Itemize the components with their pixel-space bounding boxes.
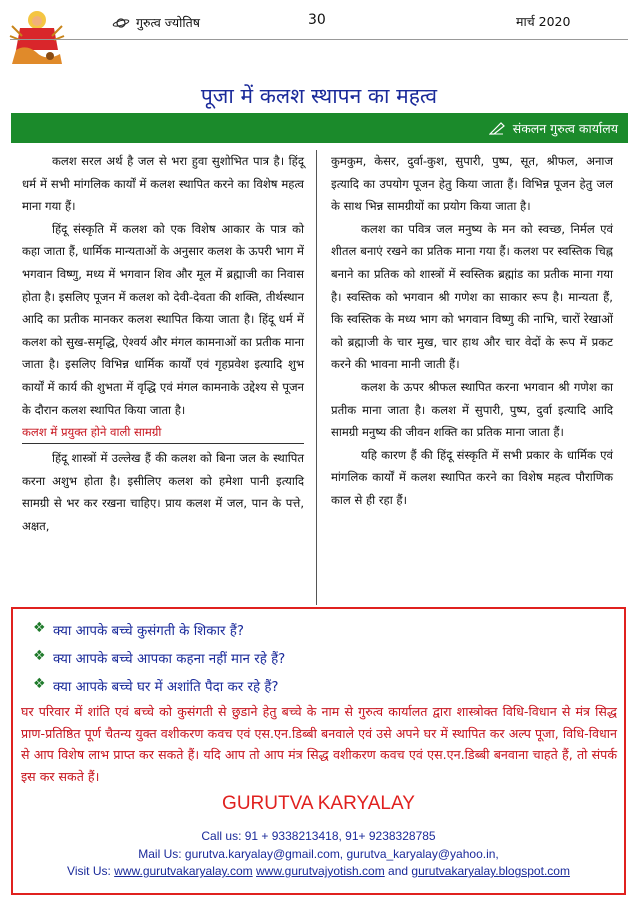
publication-name bbox=[112, 14, 200, 31]
brand-name: GURUTVA KARYALAY bbox=[222, 793, 415, 814]
left-column bbox=[22, 150, 304, 538]
publication-label: गुरुत्व ज्योतिष bbox=[136, 15, 200, 30]
issue-date: मार्च 2020 bbox=[516, 14, 571, 29]
ad-question bbox=[35, 677, 279, 695]
ad-question-text: क्या आपके बच्चे कुसंगती के शिकार हैं? bbox=[53, 624, 244, 639]
article-title: पूजा में कलश स्थापन का महत्व bbox=[200, 84, 438, 108]
paragraph: कलश सरल अर्थ है जल से भरा हुवा सुशोभित पात्र है। हिंदू धर्म में सभी मांगलिक कार्यों में कलश स्थापित करने का विशेष महत्व माना गया हैं। bbox=[22, 154, 304, 214]
page-header bbox=[0, 0, 638, 60]
visit-prefix: Visit Us: bbox=[67, 864, 115, 878]
bullet-diamond-icon bbox=[35, 681, 45, 691]
ad-question bbox=[35, 621, 244, 639]
ad-question-text: क्या आपके बच्चे आपका कहना नहीं मान रहे हैं? bbox=[53, 652, 286, 667]
right-column bbox=[331, 150, 613, 512]
website-link[interactable]: www.gurutvajyotish.com bbox=[256, 864, 385, 878]
page-number: 30 bbox=[308, 12, 326, 28]
paragraph: कलश का पवित्र जल मनुष्य के मन को स्वच्छ, निर्मल एवं शीतल बनाएं रखने का प्रतिक माना गया हैं। कलश पर स्वस्तिक चिह्न बनाने का प्रतिक को शास्त्रों में स्वस्तिक ब्रह्मांड का प्रतीक माना गया है। स्वस्तिक को भगवान श्री गणेश का साकार रूप है। मान्यता हैं, कि स्वस्तिक के मध्य भाग को भगवान विष्णु की नाभि, चारों रेखाओं को ब्रह्माजी के चार मुख, चार हाथ और चार वेदों के रूप में प्रकट करने की भावना मानी जाती हैं। bbox=[331, 221, 613, 372]
ad-question-text: क्या आपके बच्चे घर में अशांति पैदा कर रहे हैं? bbox=[53, 680, 279, 695]
bullet-diamond-icon bbox=[35, 625, 45, 635]
contact-websites bbox=[13, 864, 624, 878]
bullet-diamond-icon bbox=[35, 653, 45, 663]
byline-band bbox=[11, 113, 628, 143]
planet-icon bbox=[112, 17, 130, 29]
goddess-durga-logo bbox=[6, 6, 68, 66]
section-subheading: कलश में प्रयुक्त होने वाली सामग्री bbox=[22, 421, 304, 444]
header-rule bbox=[10, 39, 628, 40]
paragraph: कुमकुम, केसर, दुर्वा-कुश, सुपारी, पुष्प, सूत, श्रीफल, अनाज इत्यादि का उपयोग पूजन हेतु किया जाता हैं। विभिन्न पूजन हेतु जल के साथ भिन्न सामग्रीयों का प्रयोग किया जाता है। bbox=[331, 154, 613, 214]
and-text: and bbox=[384, 864, 412, 878]
ad-paragraph: घर परिवार में शांति एवं बच्चे को कुसंगती से छुडाने हेतु बच्चे के नाम से गुरुत्व कार्यालत द्वारा शास्त्रोक्त विधि-विधान से मंत्र सिद्ध प्राण-प्रतिष्ठित पूर्ण चैतन्य युक्त वशीकरण कवच एवं एस.एन.डिब्बी बनवाले एवं उसे अपने घर में स्थापित कर अल्प पूजा, विधि-विधान से आप विशेष लाभ प्राप्त कर सकते हैं। यदि आप तो आप मंत्र सिद्ध वशीकरण कवच एवं एस.एन.डिब्बी बनवाना चाहते हैं, तो संपर्क इस कर सकते हैं। bbox=[21, 704, 617, 784]
contact-mail: Mail Us: gurutva.karyalay@gmail.com, gurutva_karyalay@yahoo.in, bbox=[138, 847, 499, 861]
byline: संकलन गुरुत्व कार्यालय bbox=[512, 120, 618, 136]
paragraph: यहि कारण हैं की हिंदू संस्कृति में सभी प्रकार के धार्मिक एवं मांगलिक कार्यों में कलश स्थापित करने का विशेष महत्व पौराणिक काल से ही रहा हैं। bbox=[331, 447, 613, 507]
blog-link[interactable]: gurutvakaryalay.blogspot.com bbox=[411, 864, 570, 878]
paragraph: हिंदू संस्कृति में कलश को एक विशेष आकार के पात्र को कहा जाता हैं, धार्मिक मान्यताओं के अनुसार कलश के ऊपरी भाग में भगवान विष्णु, मध्य में भगवान शिव और मूल में ब्रह्माजी का निवास होता है। इसलिए पूजन में कलश को देवी-देवता की शक्ति, तीर्थस्थान आदि का प्रतीक मानकर कलश स्थापित किया जाता है। हिंदू धर्म में कलश को सुख-समृद्धि, ऐश्वर्य और मंगल कामनाओं का प्रतीक माना जाता है। इसलिए विभिन्न धार्मिक कार्यों एवं गृहप्रवेश इत्यादि शुभ कार्यों में कार्य की शुभता में वृद्धि एवं मंगल कामनाके उद्देश्य से पूजन के दौरान कलश स्थापित किया जाता है। bbox=[22, 221, 304, 417]
advertisement-box bbox=[11, 607, 626, 895]
paragraph: हिंदू शास्त्रों में उल्लेख हैं की कलश को बिना जल के स्थापित करना अशुभ होता है। इसीलिए कलश को हमेशा पानी इत्यादि सामग्री से भर कर रखना चाहिए। प्राय कलश में जल, पान के पत्ते, अक्षत, bbox=[22, 451, 304, 533]
column-divider bbox=[316, 150, 317, 605]
pen-writing-icon bbox=[489, 121, 507, 135]
paragraph: कलश के ऊपर श्रीफल स्थापित करना भगवान श्री गणेश का प्रतीक माना जाता है। कलश में सुपारी, पुष्प, दुर्वा इत्यादि आदि सामग्री मनुष्य की जीवन शक्ति का प्रतिक माना जाता हैं। bbox=[331, 379, 613, 440]
website-link[interactable]: www.gurutvakaryalay.com bbox=[114, 864, 253, 878]
contact-phone: Call us: 91 + 9338213418, 91+ 9238328785 bbox=[201, 829, 436, 843]
ad-question bbox=[35, 649, 285, 667]
